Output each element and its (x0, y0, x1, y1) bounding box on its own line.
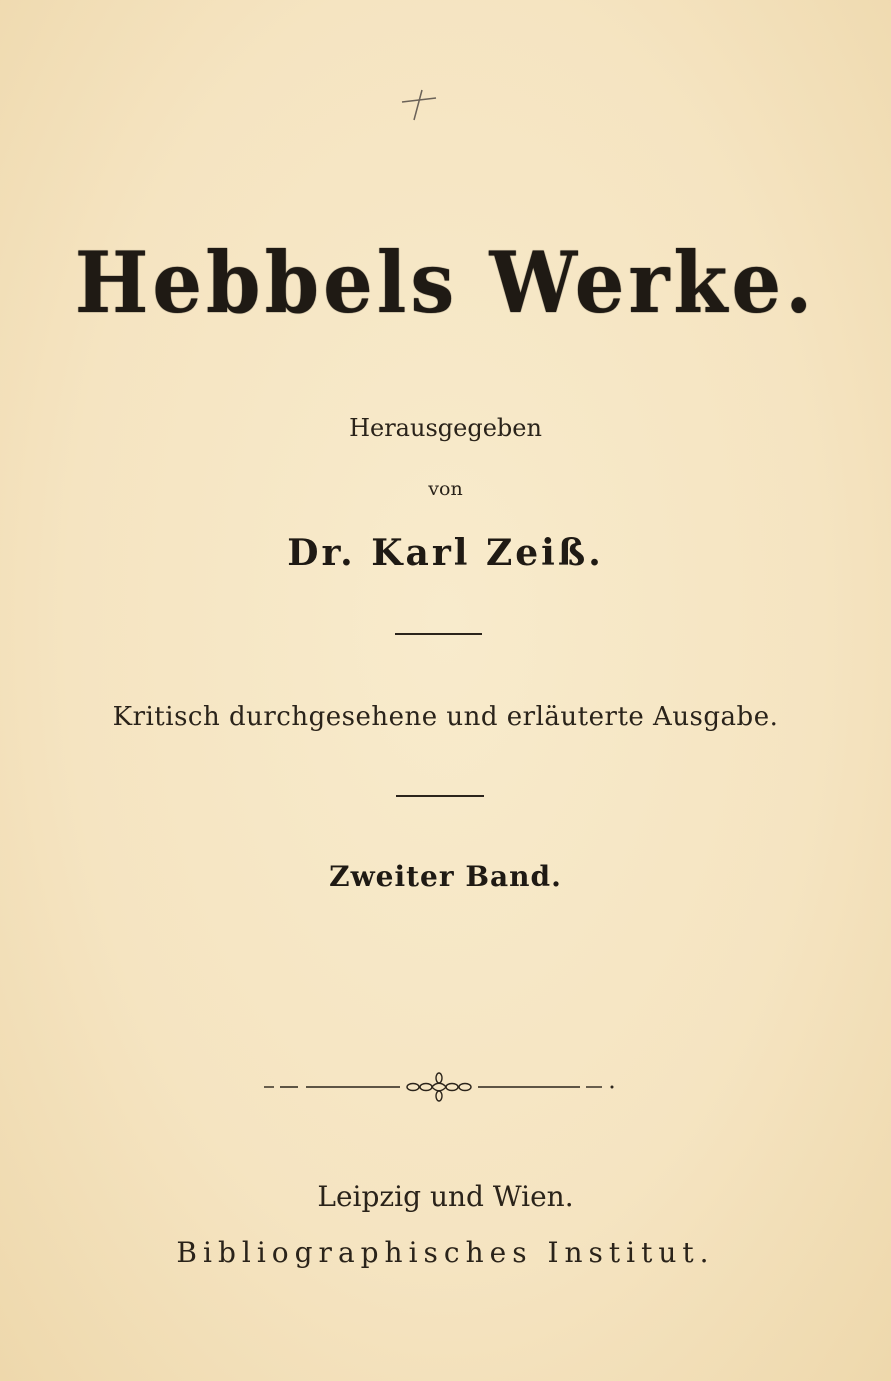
book-title: Hebbels Werke. (74, 234, 817, 333)
editor-intro: Herausgegeben (349, 414, 542, 442)
ornament-divider (260, 1070, 620, 1104)
edition-statement: Kritisch durchgesehene und erläuterte Ausgabe. (112, 702, 779, 732)
divider-rule (395, 633, 482, 635)
editor-name: Dr. Karl Zeiß. (287, 532, 604, 574)
divider-rule (396, 795, 484, 797)
volume-label: Zweiter Band. (329, 860, 562, 893)
publisher-name: Bibliographisches Institut. (176, 1236, 715, 1269)
publication-place: Leipzig und Wien. (317, 1180, 574, 1213)
editor-by: von (428, 478, 463, 500)
pencil-mark (400, 86, 440, 126)
